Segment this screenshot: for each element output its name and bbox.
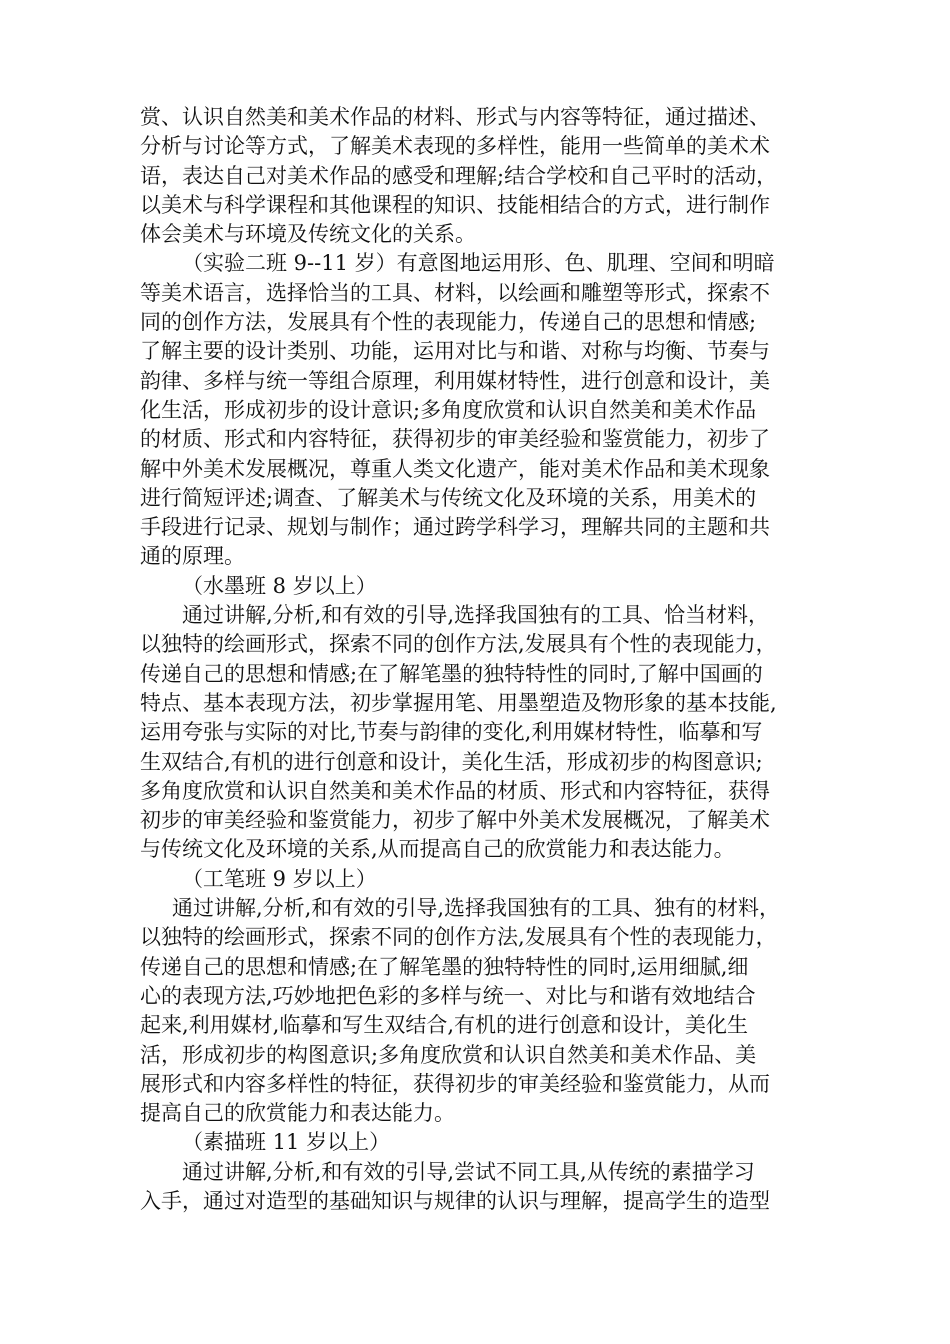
text-line: 生双结合,有机的进行创意和设计，美化生活，形成初步的构图意识;: [140, 749, 763, 774]
text-line: 运用夸张与实际的对比,节奏与韵律的变化,利用媒材特性，临摹和写: [140, 720, 763, 745]
text-line: 通的原理。: [140, 544, 245, 569]
text-line: 通过讲解,分析,和有效的引导,选择我国独有的工具、独有的材料，: [172, 896, 781, 921]
text-line: 以美术与科学课程和其他课程的知识、技能相结合的方式，进行制作: [140, 192, 770, 217]
text-line: 以独特的绘画形式，探索不同的创作方法,发展具有个性的表现能力，: [140, 925, 777, 950]
text-line: 了解主要的设计类别、功能，运用对比与和谐、对称与均衡、节奏与: [140, 339, 770, 364]
text-line: 心的表现方法,巧妙地把色彩的多样与统一、对比与和谐有效地结合: [140, 983, 756, 1008]
text-line: 展形式和内容多样性的特征，获得初步的审美经验和鉴赏能力，从而: [140, 1071, 770, 1096]
text-line: 分析与讨论等方式，了解美术表现的多样性，能用一些简单的美术术: [140, 134, 770, 159]
text-line: 韵律、多样与统一等组合原理，利用媒材特性，进行创意和设计，美: [140, 368, 770, 393]
text-line: 的材质、形式和内容特征，获得初步的审美经验和鉴赏能力，初步了: [140, 427, 770, 452]
text-line: 等美术语言，选择恰当的工具、材料，以绘画和雕塑等形式，探索不: [140, 280, 770, 305]
text-line: 入手，通过对造型的基础知识与规律的认识与理解，提高学生的造型: [140, 1188, 770, 1213]
text-line: 化生活，形成初步的设计意识;多角度欣赏和认识自然美和美术作品: [140, 397, 757, 422]
text-line: 特点、基本表现方法，初步掌握用笔、用墨塑造及物形象的基本技能,: [140, 690, 777, 715]
text-line: 传递自己的思想和情感;在了解笔墨的独特特性的同时,运用细腻,细: [140, 954, 749, 979]
text-line: 手段进行记录、规划与制作；通过跨学科学习，理解共同的主题和共: [140, 515, 770, 540]
document-body: [140, 103, 840, 1216]
text-line: 体会美术与环境及传统文化的关系。: [140, 222, 476, 247]
text-line: 起来,利用媒材,临摹和写生双结合,有机的进行创意和设计，美化生: [140, 1013, 749, 1038]
text-line: 传递自己的思想和情感;在了解笔墨的独特特性的同时,了解中国画的: [140, 661, 763, 686]
section-heading-experimental-class-2: （实验二班 9--11 岁）有意图地运用形、色、肌理、空间和明暗: [182, 251, 775, 276]
text-line: 提高自己的欣赏能力和表达能力。: [140, 1101, 455, 1126]
text-line: 多角度欣赏和认识自然美和美术作品的材质、形式和内容特征，获得: [140, 778, 770, 803]
section-heading-ink-class: （水墨班 8 岁以上）: [182, 573, 377, 598]
text-line: 进行简短评述;调查、了解美术与传统文化及环境的关系，用美术的: [140, 485, 757, 510]
text-line: 与传统文化及环境的关系,从而提高自己的欣赏能力和表达能力。: [140, 837, 735, 862]
text-line: 初步的审美经验和鉴赏能力，初步了解中外美术发展概况，了解美术: [140, 808, 770, 833]
text-line: 语，表达自己对美术作品的感受和理解;结合学校和自己平时的活动，: [140, 163, 778, 188]
section-heading-fine-brush-class: （工笔班 9 岁以上）: [182, 866, 377, 891]
text-line: 同的创作方法，发展具有个性的表现能力，传递自己的思想和情感;: [140, 310, 757, 335]
text-line: 通过讲解,分析,和有效的引导,尝试不同工具,从传统的素描学习: [182, 1159, 755, 1184]
section-heading-sketch-class: （素描班 11 岁以上）: [182, 1130, 391, 1155]
text-line: 以独特的绘画形式，探索不同的创作方法,发展具有个性的表现能力，: [140, 632, 777, 657]
text-line: 赏、认识自然美和美术作品的材料、形式与内容等特征，通过描述、: [140, 105, 770, 129]
text-line: 通过讲解,分析,和有效的引导,选择我国独有的工具、恰当材料，: [182, 603, 770, 628]
text-line: 活，形成初步的构图意识;多角度欣赏和认识自然美和美术作品、美: [140, 1042, 757, 1067]
text-line: 解中外美术发展概况，尊重人类文化遗产，能对美术作品和美术现象: [140, 456, 770, 481]
